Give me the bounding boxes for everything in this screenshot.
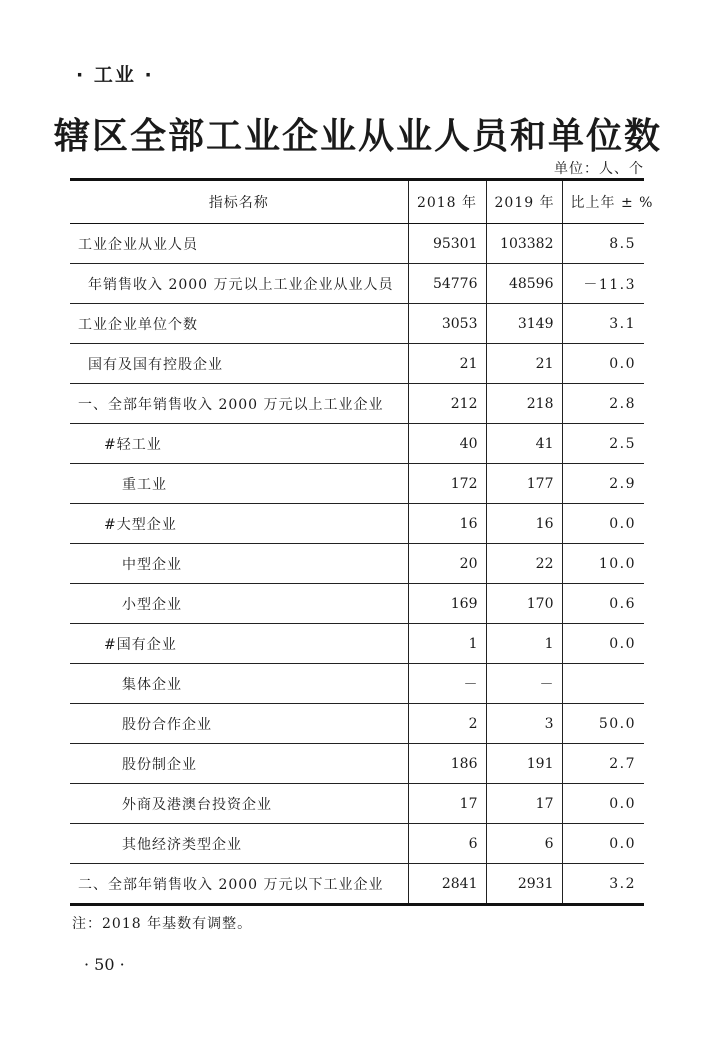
value-2019-cell: 6 bbox=[486, 824, 562, 864]
value-2018-cell: 172 bbox=[408, 464, 486, 504]
change-cell: －11.3 bbox=[562, 264, 644, 304]
column-header-2018: 2018 年 bbox=[408, 180, 486, 224]
table-row bbox=[70, 264, 644, 304]
table-row bbox=[70, 824, 644, 864]
value-2019-cell: 1 bbox=[486, 624, 562, 664]
row-name-cell: 小型企业 bbox=[70, 584, 408, 624]
change-cell: 0.6 bbox=[562, 584, 644, 624]
value-2018-cell: 2841 bbox=[408, 864, 486, 905]
row-name-cell: #国有企业 bbox=[70, 624, 408, 664]
value-2018-cell: 6 bbox=[408, 824, 486, 864]
change-cell: 3.1 bbox=[562, 304, 644, 344]
footnote: 注：2018 年基数有调整。 bbox=[72, 916, 253, 932]
table-row bbox=[70, 864, 644, 905]
row-name-cell: 集体企业 bbox=[70, 664, 408, 704]
change-cell: 2.7 bbox=[562, 744, 644, 784]
page-number: · 50 · bbox=[84, 955, 125, 974]
value-2019-cell: － bbox=[486, 664, 562, 704]
page-title: 辖区全部工业企业从业人员和单位数 bbox=[53, 115, 662, 157]
value-2019-cell: 3 bbox=[486, 704, 562, 744]
table-row bbox=[70, 704, 644, 744]
change-cell: 0.0 bbox=[562, 824, 644, 864]
row-name-cell: #大型企业 bbox=[70, 504, 408, 544]
table-row bbox=[70, 544, 644, 584]
row-name-cell: 其他经济类型企业 bbox=[70, 824, 408, 864]
table-row bbox=[70, 224, 644, 264]
table-row bbox=[70, 784, 644, 824]
column-header-change: 比上年 ± % bbox=[562, 180, 644, 224]
change-cell: 0.0 bbox=[562, 344, 644, 384]
row-name-cell: 一、全部年销售收入 2000 万元以上工业企业 bbox=[70, 384, 408, 424]
value-2018-cell: 16 bbox=[408, 504, 486, 544]
row-name-cell: 二、全部年销售收入 2000 万元以下工业企业 bbox=[70, 864, 408, 905]
unit-label: 单位：人、个 bbox=[554, 161, 644, 177]
row-name-cell: #轻工业 bbox=[70, 424, 408, 464]
change-cell: 2.8 bbox=[562, 384, 644, 424]
row-name-cell: 外商及港澳台投资企业 bbox=[70, 784, 408, 824]
value-2019-cell: 21 bbox=[486, 344, 562, 384]
row-name-cell: 工业企业单位个数 bbox=[70, 304, 408, 344]
value-2018-cell: 54776 bbox=[408, 264, 486, 304]
row-name-cell: 国有及国有控股企业 bbox=[70, 344, 408, 384]
change-cell: 2.5 bbox=[562, 424, 644, 464]
value-2018-cell: 2 bbox=[408, 704, 486, 744]
table-row bbox=[70, 464, 644, 504]
value-2018-cell: 95301 bbox=[408, 224, 486, 264]
value-2018-cell: － bbox=[408, 664, 486, 704]
value-2018-cell: 40 bbox=[408, 424, 486, 464]
value-2018-cell: 21 bbox=[408, 344, 486, 384]
value-2019-cell: 103382 bbox=[486, 224, 562, 264]
table-row bbox=[70, 584, 644, 624]
value-2019-cell: 2931 bbox=[486, 864, 562, 905]
table-row bbox=[70, 504, 644, 544]
change-cell: 2.9 bbox=[562, 464, 644, 504]
value-2019-cell: 17 bbox=[486, 784, 562, 824]
table-row bbox=[70, 664, 644, 704]
table-header-row bbox=[70, 180, 644, 224]
value-2018-cell: 212 bbox=[408, 384, 486, 424]
value-2018-cell: 3053 bbox=[408, 304, 486, 344]
change-cell bbox=[562, 664, 644, 704]
row-name-cell: 中型企业 bbox=[70, 544, 408, 584]
column-header-name: 指标名称 bbox=[70, 180, 408, 224]
table-row bbox=[70, 624, 644, 664]
column-header-2019: 2019 年 bbox=[486, 180, 562, 224]
change-cell: 0.0 bbox=[562, 504, 644, 544]
change-cell: 8.5 bbox=[562, 224, 644, 264]
value-2019-cell: 16 bbox=[486, 504, 562, 544]
data-table bbox=[70, 178, 654, 906]
change-cell: 50.0 bbox=[562, 704, 644, 744]
value-2019-cell: 177 bbox=[486, 464, 562, 504]
change-cell: 3.2 bbox=[562, 864, 644, 905]
value-2019-cell: 3149 bbox=[486, 304, 562, 344]
table-row bbox=[70, 304, 644, 344]
table-row bbox=[70, 344, 644, 384]
value-2018-cell: 1 bbox=[408, 624, 486, 664]
value-2018-cell: 186 bbox=[408, 744, 486, 784]
value-2019-cell: 218 bbox=[486, 384, 562, 424]
table-row bbox=[70, 424, 644, 464]
row-name-cell: 股份合作企业 bbox=[70, 704, 408, 744]
value-2019-cell: 41 bbox=[486, 424, 562, 464]
value-2019-cell: 48596 bbox=[486, 264, 562, 304]
value-2018-cell: 20 bbox=[408, 544, 486, 584]
change-cell: 0.0 bbox=[562, 624, 644, 664]
value-2019-cell: 191 bbox=[486, 744, 562, 784]
row-name-cell: 股份制企业 bbox=[70, 744, 408, 784]
row-name-cell: 工业企业从业人员 bbox=[70, 224, 408, 264]
value-2018-cell: 17 bbox=[408, 784, 486, 824]
value-2018-cell: 169 bbox=[408, 584, 486, 624]
section-label: · 工业 · bbox=[76, 64, 154, 86]
table-row bbox=[70, 744, 644, 784]
row-name-cell: 年销售收入 2000 万元以上工业企业从业人员 bbox=[70, 264, 408, 304]
change-cell: 10.0 bbox=[562, 544, 644, 584]
value-2019-cell: 22 bbox=[486, 544, 562, 584]
row-name-cell: 重工业 bbox=[70, 464, 408, 504]
table-row bbox=[70, 384, 644, 424]
value-2019-cell: 170 bbox=[486, 584, 562, 624]
change-cell: 0.0 bbox=[562, 784, 644, 824]
